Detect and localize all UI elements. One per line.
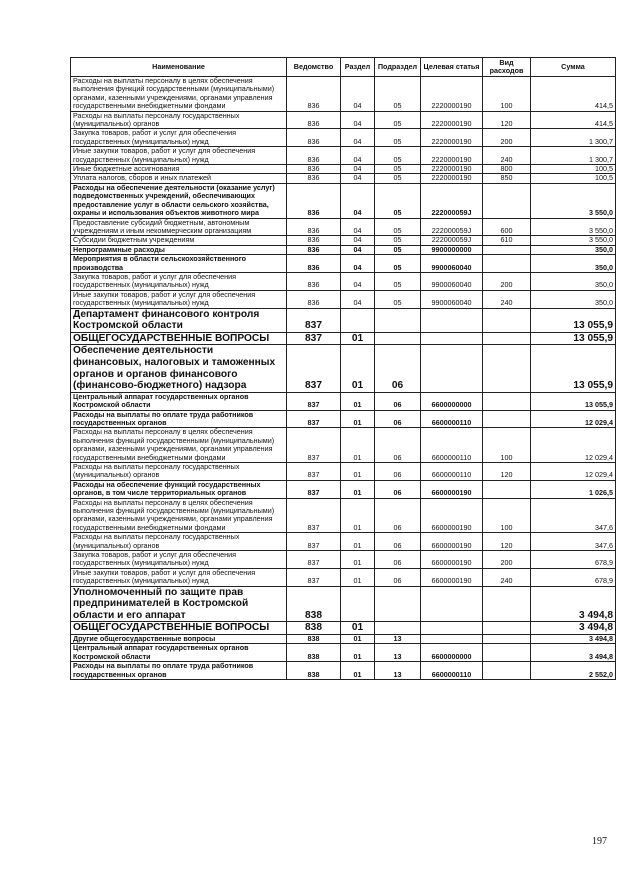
- cell-section: 01: [341, 462, 375, 480]
- cell-target-article: 6600000000: [421, 392, 483, 410]
- cell-name: Мероприятия в области сельскохозяйственного производства: [71, 255, 287, 273]
- cell-section: 04: [341, 183, 375, 218]
- cell-department: 838: [287, 635, 341, 644]
- cell-section: 04: [341, 236, 375, 245]
- cell-subsection: 05: [375, 147, 421, 165]
- cell-expense-kind: [483, 332, 531, 345]
- cell-target-article: 222000059J: [421, 218, 483, 236]
- cell-department: 837: [287, 345, 341, 392]
- cell-name: Расходы на выплаты персоналу в целях обеспечения выполнения функций государственными (муниципальными) органами, казенными учреждениями, органами управления государственными внебюджетными фондами: [71, 498, 287, 533]
- col-header-section: Раздел: [341, 58, 375, 77]
- cell-name: ОБЩЕГОСУДАРСТВЕННЫЕ ВОПРОСЫ: [71, 332, 287, 345]
- page-number: 197: [592, 836, 607, 847]
- cell-sum: 2 552,0: [531, 662, 616, 680]
- cell-target-article: 9900060040: [421, 272, 483, 290]
- table-row: [71, 345, 616, 392]
- table-row: [71, 236, 616, 245]
- cell-sum: 350,0: [531, 290, 616, 308]
- cell-subsection: 06: [375, 551, 421, 569]
- cell-target-article: 2220000190: [421, 165, 483, 174]
- table-body: [71, 77, 616, 680]
- cell-sum: 3 494,8: [531, 622, 616, 635]
- cell-section: [341, 586, 375, 622]
- cell-sum: 414,5: [531, 111, 616, 129]
- col-header-sum: Сумма: [531, 58, 616, 77]
- cell-sum: 678,9: [531, 568, 616, 586]
- cell-sum: 13 055,9: [531, 332, 616, 345]
- cell-target-article: 2220000190: [421, 147, 483, 165]
- cell-department: 837: [287, 533, 341, 551]
- cell-subsection: 06: [375, 392, 421, 410]
- cell-name: Иные закупки товаров, работ и услуг для обеспечения государственных (муниципальных) нужд: [71, 568, 287, 586]
- cell-subsection: 06: [375, 533, 421, 551]
- cell-expense-kind: 100: [483, 498, 531, 533]
- cell-department: 836: [287, 147, 341, 165]
- table-header-row: [71, 58, 616, 77]
- cell-expense-kind: [483, 410, 531, 428]
- cell-name: Иные закупки товаров, работ и услуг для обеспечения государственных (муниципальных) нужд: [71, 147, 287, 165]
- cell-subsection: 05: [375, 272, 421, 290]
- cell-name: Другие общегосударственные вопросы: [71, 635, 287, 644]
- cell-section: 04: [341, 290, 375, 308]
- cell-department: 836: [287, 174, 341, 183]
- cell-section: 01: [341, 498, 375, 533]
- cell-subsection: 05: [375, 218, 421, 236]
- cell-target-article: [421, 622, 483, 635]
- cell-name: Закупка товаров, работ и услуг для обеспечения государственных (муниципальных) нужд: [71, 551, 287, 569]
- cell-subsection: 06: [375, 428, 421, 463]
- cell-name: Расходы на выплаты персоналу в целях обеспечения выполнения функций государственными (муниципальными) органами, казенными учреждениями, органами управления государственными внебюджетными фондами: [71, 77, 287, 112]
- cell-subsection: 05: [375, 165, 421, 174]
- cell-name: Центральный аппарат государственных органов Костромской области: [71, 392, 287, 410]
- cell-target-article: 6600000190: [421, 551, 483, 569]
- table-row: [71, 111, 616, 129]
- cell-section: 01: [341, 568, 375, 586]
- cell-target-article: 6600000190: [421, 498, 483, 533]
- cell-subsection: 05: [375, 129, 421, 147]
- cell-target-article: [421, 586, 483, 622]
- table-row: [71, 586, 616, 622]
- cell-name: Уполномоченный по защите прав предпринимателей в Костромской области и его аппарат: [71, 586, 287, 622]
- cell-department: 836: [287, 236, 341, 245]
- cell-section: 04: [341, 147, 375, 165]
- cell-name: Обеспечение деятельности финансовых, налоговых и таможенных органов и органов финансового (финансово-бюджетного) надзора: [71, 345, 287, 392]
- table-row: [71, 428, 616, 463]
- cell-sum: 1 026,5: [531, 480, 616, 498]
- table-row: [71, 392, 616, 410]
- cell-department: 838: [287, 622, 341, 635]
- cell-subsection: 05: [375, 255, 421, 273]
- cell-expense-kind: 240: [483, 290, 531, 308]
- cell-department: 837: [287, 392, 341, 410]
- cell-section: 01: [341, 662, 375, 680]
- cell-sum: 3 550,0: [531, 183, 616, 218]
- cell-subsection: 05: [375, 290, 421, 308]
- cell-section: 01: [341, 332, 375, 345]
- table-row: [71, 245, 616, 254]
- cell-expense-kind: [483, 622, 531, 635]
- table-row: [71, 308, 616, 332]
- cell-section: 01: [341, 635, 375, 644]
- cell-sum: 12 029,4: [531, 462, 616, 480]
- table-row: [71, 568, 616, 586]
- cell-section: 04: [341, 245, 375, 254]
- cell-department: 837: [287, 498, 341, 533]
- cell-name: Расходы на обеспечение деятельности (оказание услуг) подведомственных учреждений, обеспечивающих предоставление услуг в области сельского хозяйства, охраны и использования объектов животного мира: [71, 183, 287, 218]
- cell-department: 836: [287, 272, 341, 290]
- table-row: [71, 533, 616, 551]
- cell-expense-kind: [483, 392, 531, 410]
- cell-name: Предоставление субсидий бюджетным, автономным учреждениям и иным некоммерческим организациям: [71, 218, 287, 236]
- cell-expense-kind: 850: [483, 174, 531, 183]
- cell-department: 836: [287, 129, 341, 147]
- table-row: [71, 622, 616, 635]
- col-header-name: Наименование: [71, 58, 287, 77]
- cell-target-article: 6600000110: [421, 662, 483, 680]
- cell-expense-kind: [483, 308, 531, 332]
- col-header-department: Ведомство: [287, 58, 341, 77]
- cell-section: 01: [341, 480, 375, 498]
- table-row: [71, 218, 616, 236]
- table-row: [71, 462, 616, 480]
- cell-section: 04: [341, 111, 375, 129]
- cell-subsection: 06: [375, 498, 421, 533]
- cell-section: [341, 308, 375, 332]
- cell-section: 01: [341, 345, 375, 392]
- cell-target-article: 2220000190: [421, 111, 483, 129]
- cell-subsection: 05: [375, 245, 421, 254]
- cell-expense-kind: 120: [483, 111, 531, 129]
- cell-sum: 3 494,8: [531, 586, 616, 622]
- cell-sum: 3 494,8: [531, 644, 616, 662]
- cell-name: Департамент финансового контроля Костромской области: [71, 308, 287, 332]
- cell-department: 836: [287, 245, 341, 254]
- cell-target-article: 2220000190: [421, 174, 483, 183]
- cell-subsection: 05: [375, 77, 421, 112]
- cell-sum: 347,6: [531, 498, 616, 533]
- col-header-target-article: Целевая статья: [421, 58, 483, 77]
- cell-target-article: 6600000190: [421, 533, 483, 551]
- cell-subsection: 05: [375, 236, 421, 245]
- cell-subsection: 13: [375, 635, 421, 644]
- cell-name: Непрограммные расходы: [71, 245, 287, 254]
- cell-department: 837: [287, 568, 341, 586]
- cell-name: Расходы на выплаты по оплате труда работников государственных органов: [71, 662, 287, 680]
- cell-name: Закупка товаров, работ и услуг для обеспечения государственных (муниципальных) нужд: [71, 272, 287, 290]
- table-row: [71, 77, 616, 112]
- cell-name: Расходы на выплаты персоналу государственных (муниципальных) органов: [71, 533, 287, 551]
- cell-section: 01: [341, 410, 375, 428]
- cell-target-article: 222000059J: [421, 183, 483, 218]
- cell-expense-kind: 240: [483, 147, 531, 165]
- cell-section: 04: [341, 129, 375, 147]
- cell-department: 836: [287, 165, 341, 174]
- col-header-expense-kind: Вид расходов: [483, 58, 531, 77]
- cell-expense-kind: 800: [483, 165, 531, 174]
- cell-department: 838: [287, 644, 341, 662]
- cell-expense-kind: [483, 245, 531, 254]
- cell-sum: 13 055,9: [531, 392, 616, 410]
- table-row: [71, 174, 616, 183]
- cell-department: 836: [287, 183, 341, 218]
- cell-expense-kind: [483, 635, 531, 644]
- cell-subsection: [375, 332, 421, 345]
- cell-expense-kind: [483, 644, 531, 662]
- cell-department: 837: [287, 308, 341, 332]
- cell-sum: 3 550,0: [531, 236, 616, 245]
- cell-name: Уплата налогов, сборов и иных платежей: [71, 174, 287, 183]
- cell-section: 01: [341, 644, 375, 662]
- cell-name: Иные бюджетные ассигнования: [71, 165, 287, 174]
- cell-target-article: 6600000110: [421, 410, 483, 428]
- cell-target-article: 6600000000: [421, 644, 483, 662]
- cell-subsection: [375, 622, 421, 635]
- cell-expense-kind: [483, 662, 531, 680]
- table-row: [71, 635, 616, 644]
- cell-name: Расходы на выплаты персоналу государственных (муниципальных) органов: [71, 111, 287, 129]
- cell-target-article: 6600000110: [421, 428, 483, 463]
- table-row: [71, 147, 616, 165]
- cell-sum: 347,6: [531, 533, 616, 551]
- cell-target-article: 222000059J: [421, 236, 483, 245]
- table-row: [71, 551, 616, 569]
- cell-target-article: 9900000000: [421, 245, 483, 254]
- cell-sum: 13 055,9: [531, 308, 616, 332]
- cell-subsection: 05: [375, 111, 421, 129]
- cell-expense-kind: 100: [483, 428, 531, 463]
- cell-sum: 100,5: [531, 174, 616, 183]
- table-row: [71, 165, 616, 174]
- cell-expense-kind: 200: [483, 551, 531, 569]
- cell-department: 838: [287, 662, 341, 680]
- cell-sum: 350,0: [531, 255, 616, 273]
- cell-department: 838: [287, 586, 341, 622]
- cell-expense-kind: 100: [483, 77, 531, 112]
- cell-target-article: 6600000110: [421, 462, 483, 480]
- cell-section: 01: [341, 428, 375, 463]
- cell-subsection: [375, 308, 421, 332]
- cell-sum: 3 494,8: [531, 635, 616, 644]
- cell-subsection: 06: [375, 480, 421, 498]
- cell-section: 04: [341, 272, 375, 290]
- cell-target-article: 6600000190: [421, 480, 483, 498]
- cell-sum: 414,5: [531, 77, 616, 112]
- cell-expense-kind: 120: [483, 462, 531, 480]
- cell-name: Субсидии бюджетным учреждениям: [71, 236, 287, 245]
- cell-subsection: 06: [375, 568, 421, 586]
- cell-department: 836: [287, 218, 341, 236]
- cell-expense-kind: 610: [483, 236, 531, 245]
- cell-name: ОБЩЕГОСУДАРСТВЕННЫЕ ВОПРОСЫ: [71, 622, 287, 635]
- cell-target-article: [421, 332, 483, 345]
- table-row: [71, 662, 616, 680]
- cell-sum: 12 029,4: [531, 410, 616, 428]
- table-row: [71, 644, 616, 662]
- cell-expense-kind: 200: [483, 129, 531, 147]
- cell-target-article: [421, 345, 483, 392]
- cell-department: 836: [287, 111, 341, 129]
- cell-name: Расходы на выплаты по оплате труда работников государственных органов: [71, 410, 287, 428]
- cell-sum: 350,0: [531, 272, 616, 290]
- cell-expense-kind: [483, 586, 531, 622]
- cell-department: 837: [287, 428, 341, 463]
- cell-target-article: [421, 635, 483, 644]
- cell-section: 04: [341, 255, 375, 273]
- cell-section: 01: [341, 533, 375, 551]
- cell-name: Закупка товаров, работ и услуг для обеспечения государственных (муниципальных) нужд: [71, 129, 287, 147]
- table-row: [71, 290, 616, 308]
- cell-department: 837: [287, 480, 341, 498]
- cell-department: 836: [287, 255, 341, 273]
- cell-section: 01: [341, 392, 375, 410]
- cell-section: 04: [341, 77, 375, 112]
- cell-subsection: 06: [375, 462, 421, 480]
- cell-target-article: 2220000190: [421, 129, 483, 147]
- cell-subsection: 13: [375, 644, 421, 662]
- table-row: [71, 183, 616, 218]
- cell-department: 837: [287, 551, 341, 569]
- table-row: [71, 272, 616, 290]
- cell-name: Расходы на выплаты персоналу в целях обеспечения выполнения функций государственными (муниципальными) органами, казенными учреждениями, органами управления государственными внебюджетными фондами: [71, 428, 287, 463]
- cell-sum: 3 550,0: [531, 218, 616, 236]
- cell-expense-kind: 240: [483, 568, 531, 586]
- cell-department: 836: [287, 290, 341, 308]
- cell-department: 837: [287, 462, 341, 480]
- cell-target-article: 2220000190: [421, 77, 483, 112]
- cell-expense-kind: [483, 183, 531, 218]
- cell-sum: 678,9: [531, 551, 616, 569]
- cell-sum: 1 300,7: [531, 147, 616, 165]
- cell-expense-kind: [483, 480, 531, 498]
- table-row: [71, 332, 616, 345]
- cell-subsection: 06: [375, 410, 421, 428]
- cell-sum: 13 055,9: [531, 345, 616, 392]
- cell-sum: 12 029,4: [531, 428, 616, 463]
- cell-department: 837: [287, 410, 341, 428]
- cell-expense-kind: 200: [483, 272, 531, 290]
- cell-section: 01: [341, 551, 375, 569]
- cell-name: Центральный аппарат государственных органов Костромской области: [71, 644, 287, 662]
- cell-name: Иные закупки товаров, работ и услуг для обеспечения государственных (муниципальных) нужд: [71, 290, 287, 308]
- cell-subsection: [375, 586, 421, 622]
- cell-section: 04: [341, 165, 375, 174]
- table-row: [71, 498, 616, 533]
- cell-department: 836: [287, 77, 341, 112]
- cell-subsection: 05: [375, 174, 421, 183]
- cell-subsection: 06: [375, 345, 421, 392]
- cell-target-article: 9900060040: [421, 255, 483, 273]
- table-row: [71, 255, 616, 273]
- cell-expense-kind: [483, 345, 531, 392]
- cell-department: 837: [287, 332, 341, 345]
- cell-expense-kind: 120: [483, 533, 531, 551]
- cell-sum: 350,0: [531, 245, 616, 254]
- cell-subsection: 05: [375, 183, 421, 218]
- cell-expense-kind: [483, 255, 531, 273]
- table-row: [71, 480, 616, 498]
- cell-subsection: 13: [375, 662, 421, 680]
- table-row: [71, 410, 616, 428]
- cell-name: Расходы на выплаты персоналу государственных (муниципальных) органов: [71, 462, 287, 480]
- cell-section: 04: [341, 174, 375, 183]
- table-row: [71, 129, 616, 147]
- cell-section: 04: [341, 218, 375, 236]
- cell-target-article: 6600000190: [421, 568, 483, 586]
- cell-target-article: 9900060040: [421, 290, 483, 308]
- col-header-subsection: Подраздел: [375, 58, 421, 77]
- budget-table: [70, 57, 616, 680]
- cell-section: 01: [341, 622, 375, 635]
- cell-sum: 100,5: [531, 165, 616, 174]
- cell-sum: 1 300,7: [531, 129, 616, 147]
- cell-target-article: [421, 308, 483, 332]
- cell-expense-kind: 600: [483, 218, 531, 236]
- cell-name: Расходы на обеспечение функций государственных органов, в том числе территориальных органов: [71, 480, 287, 498]
